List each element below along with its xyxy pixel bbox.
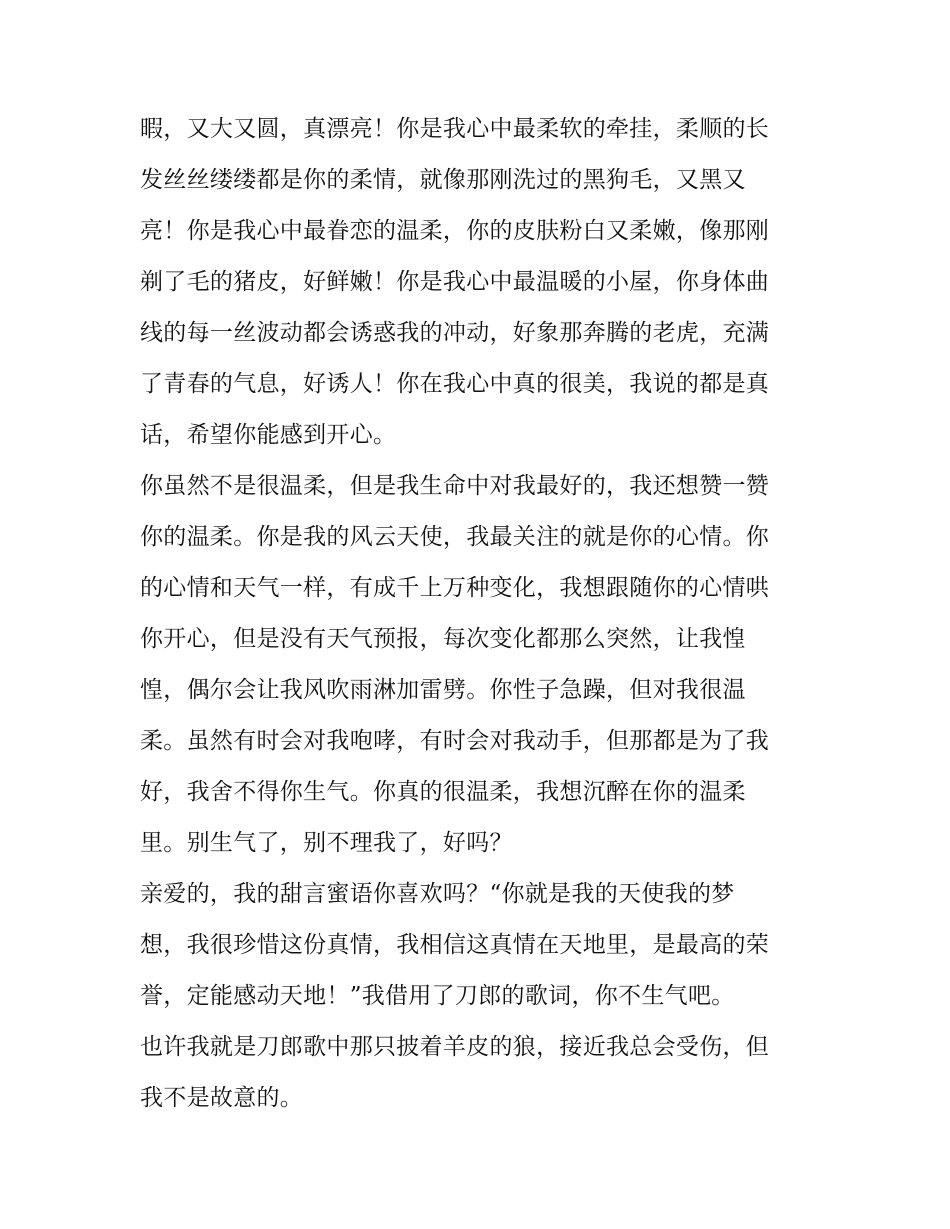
text-line: 线的每一丝波动都会诱惑我的冲动，好象那奔腾的老虎，充满: [140, 320, 770, 346]
text-line: 想，我很珍惜这份真情，我相信这真情在天地里，是最高的荣: [140, 932, 770, 958]
text-line: 我不是故意的。: [140, 1085, 304, 1111]
text-line: 亲爱的，我的甜言蜜语你喜欢吗？“你就是我的天使我的梦: [140, 881, 735, 907]
text-line: 发丝丝缕缕都是你的柔情，就像那刚洗过的黑狗毛，又黑又: [140, 167, 746, 193]
text-line: 剃了毛的猪皮，好鲜嫩！你是我心中最温暖的小屋，你身体曲: [140, 269, 770, 295]
text-line: 话，希望你能感到开心。: [140, 422, 397, 448]
text-line: 你的温柔。你是我的风云天使，我最关注的就是你的心情。你: [140, 524, 770, 550]
text-line: 你虽然不是很温柔，但是我生命中对我最好的，我还想赞一赞: [140, 473, 770, 499]
text-line: 好，我舍不得你生气。你真的很温柔，我想沉醉在你的温柔: [140, 779, 746, 805]
text-line: 也许我就是刀郎歌中那只披着羊皮的狼，接近我总会受伤，但: [140, 1034, 770, 1060]
text-line: 你开心，但是没有天气预报，每次变化都那么突然，让我惶: [140, 626, 746, 652]
text-line: 惶，偶尔会让我风吹雨淋加雷劈。你性子急躁，但对我很温: [140, 677, 746, 703]
text-line: 了青春的气息，好诱人！你在我心中真的很美，我说的都是真: [140, 371, 770, 397]
text-line: 的心情和天气一样，有成千上万种变化，我想跟随你的心情哄: [140, 575, 770, 601]
text-line: 誉，定能感动天地！”我借用了刀郎的歌词，你不生气吧。: [140, 983, 735, 1009]
document-body: [140, 104, 840, 1124]
text-line: 暇，又大又圆，真漂亮！你是我心中最柔软的牵挂，柔顺的长: [140, 116, 770, 142]
text-line: 柔。虽然有时会对我咆哮，有时会对我动手，但那都是为了我: [140, 728, 770, 754]
text-line: 亮！你是我心中最眷恋的温柔，你的皮肤粉白又柔嫩，像那刚: [140, 218, 770, 244]
text-line: 里。别生气了，别不理我了，好吗？: [140, 830, 513, 856]
